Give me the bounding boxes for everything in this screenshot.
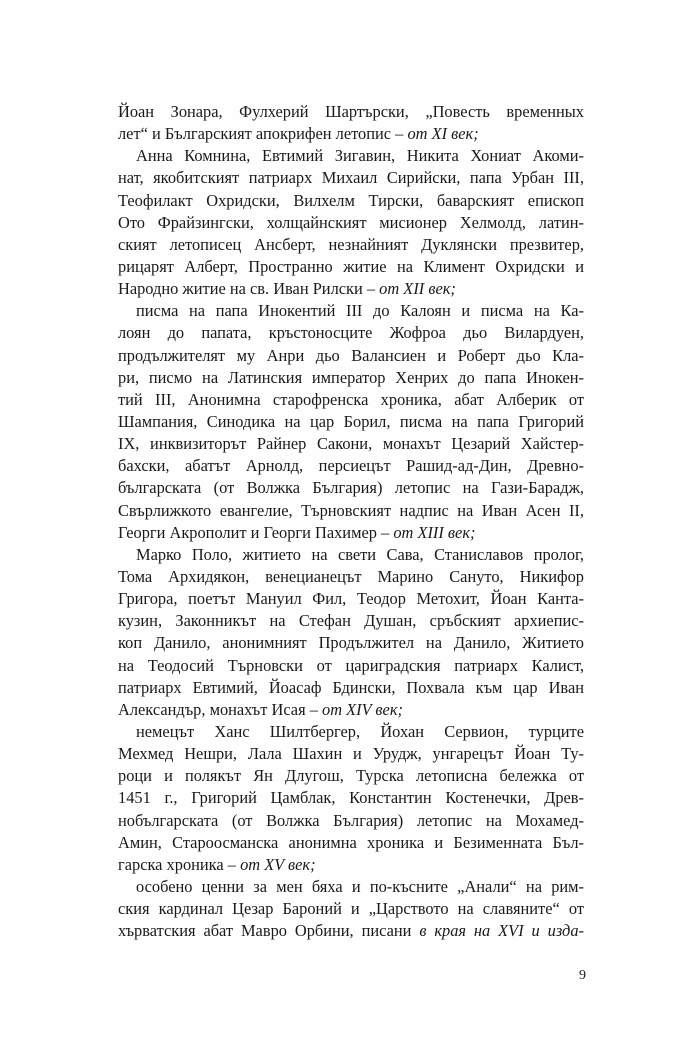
text-line-content: лет“ и Българският апокрифен летопис – [118, 124, 408, 144]
text-line-content: продължителят му Анри дьо Валансиен и Роберт дьо Кла- [118, 345, 584, 365]
text-line [118, 787, 584, 809]
page-number: 9 [579, 968, 586, 983]
text-line-content: тий III, Анонимна старофренска хроника, абат Алберик от [118, 389, 584, 409]
text-line [118, 610, 584, 632]
text-line [118, 477, 584, 499]
text-line-content: Свърлижкото евангелие, Търновският надпис на Иван Асен II, [118, 500, 584, 520]
text-line-content: Григора, поетът Мануил Фил, Теодор Метохит, Йоан Канта- [118, 589, 584, 609]
text-line [118, 101, 584, 123]
text-line-content: гарска хроника – [118, 854, 241, 874]
text-line-content: патриарх Евтимий, Йоасаф Бдински, Похвала към цар Иван [118, 677, 584, 697]
text-line-content: роци и полякът Ян Длугош, Турска летописна бележка от [118, 766, 584, 786]
text-line [118, 765, 584, 787]
text-line [118, 876, 584, 898]
text-line [118, 898, 584, 920]
text-line-content: Йоан Зонара, Фулхерий Шартърски, „Повесть временных [118, 102, 584, 121]
century-label: от XII век; [379, 279, 456, 299]
text-line [118, 522, 584, 544]
text-line [118, 300, 584, 322]
text-line-content: Георги Акрополит и Георги Пахимер – [118, 522, 394, 542]
text-line [118, 721, 584, 743]
text-line [118, 322, 584, 344]
text-line-content: писма на папа Инокентий III до Калоян и писма на Ка- [136, 301, 584, 321]
text-line-content: лоян до папата, кръстоносците Жофроа дьо Вилардуен, [118, 323, 584, 343]
body-text [118, 101, 584, 942]
text-line-content: Тома Архидякон, венецианецът Марино Сануто, Никифор [118, 566, 584, 586]
text-line [118, 411, 584, 433]
text-line [118, 256, 584, 278]
century-label: от XI век; [407, 124, 479, 144]
text-line [118, 212, 584, 234]
text-line-content: нобългарската (от Волжка България) летопис на Мохамед- [118, 810, 584, 830]
text-line [118, 854, 584, 876]
text-line-content: особено ценни за мен бяха и по-късните „Анали“ на рим- [136, 876, 584, 896]
text-line [118, 278, 584, 300]
text-line-content: нат, якобитският патриарх Михаил Сирийски, папа Урбан III, [118, 168, 584, 188]
text-line [118, 190, 584, 212]
text-line-content: на Теодосий Търновски от цариградския патриарх Калист, [118, 655, 584, 675]
century-label: от XIV век; [322, 699, 403, 719]
text-line [118, 345, 584, 367]
text-line [118, 367, 584, 389]
text-line-content: ския кардинал Цезар Бароний и „Царството на славяните“ от [118, 899, 584, 919]
text-line-content: Теофилакт Охридски, Вилхелм Тирски, баварският епископ [118, 190, 584, 210]
text-line-content: Шампания, Синодика на цар Борил, писма на папа Григорий [118, 411, 584, 431]
text-line-content: Амин, Староосманска анонимна хроника и Безименната Бъл- [118, 832, 584, 852]
text-line-content: ри, писмо на Латинския император Хенрих до папа Инокен- [118, 367, 584, 387]
text-line [118, 566, 584, 588]
text-line [118, 167, 584, 189]
text-line [118, 500, 584, 522]
text-line [118, 234, 584, 256]
text-line-content: 1451 г., Григорий Цамблак, Константин Костенечки, Древ- [118, 788, 584, 808]
text-line-content: рицарят Алберт, Пространно житие на Климент Охридски и [118, 256, 584, 276]
text-line [118, 920, 584, 942]
text-line [118, 832, 584, 854]
text-line-content: ският летописец Ансберт, незнайният Дуклянски презвитер, [118, 234, 584, 254]
text-line-content: хърватския абат Мавро Орбини, писани [118, 921, 420, 941]
text-line-content: българската (от Волжка България) летопис на Гази-Барадж, [118, 478, 584, 498]
text-line-content: Народно житие на св. Иван Рилски – [118, 279, 380, 299]
text-line [118, 389, 584, 411]
century-label: в края на XVI и изда- [419, 921, 584, 941]
text-line-content: IX, инквизиторът Райнер Сакони, монахът Цезарий Хайстер- [118, 434, 584, 454]
text-line-content: немецът Ханс Шилтбергер, Йохан Сервион, турците [136, 721, 584, 741]
text-line [118, 123, 584, 145]
text-line [118, 632, 584, 654]
text-line-content: бахски, абатът Арнолд, персиецът Рашид-ад-Дин, Древно- [118, 456, 584, 476]
text-line [118, 433, 584, 455]
century-label: от XV век; [240, 854, 316, 874]
text-line-content: коп Данило, анонимният Продължител на Данило, Житието [118, 633, 584, 653]
text-line-content: кузин, Законникът на Стефан Душан, сръбският архиепис- [118, 611, 584, 631]
text-line [118, 655, 584, 677]
text-line [118, 699, 584, 721]
text-line-content: Александър, монахът Исая – [118, 699, 323, 719]
text-line-content: Мехмед Нешри, Лала Шахин и Урудж, унгарецът Йоан Ту- [118, 744, 584, 764]
century-label: от XIII век; [393, 522, 476, 542]
text-line-content: Ото Фрайзингски, холщайнският мисионер Хелмолд, латин- [118, 212, 584, 232]
text-line [118, 743, 584, 765]
text-line [118, 544, 584, 566]
text-line [118, 455, 584, 477]
text-line [118, 677, 584, 699]
text-line [118, 145, 584, 167]
text-line [118, 588, 584, 610]
text-line-content: Анна Комнина, Евтимий Зигавин, Никита Хониат Акоми- [136, 146, 584, 166]
text-line-content: Марко Поло, житието на свети Сава, Станиславов пролог, [136, 544, 584, 564]
text-line [118, 810, 584, 832]
